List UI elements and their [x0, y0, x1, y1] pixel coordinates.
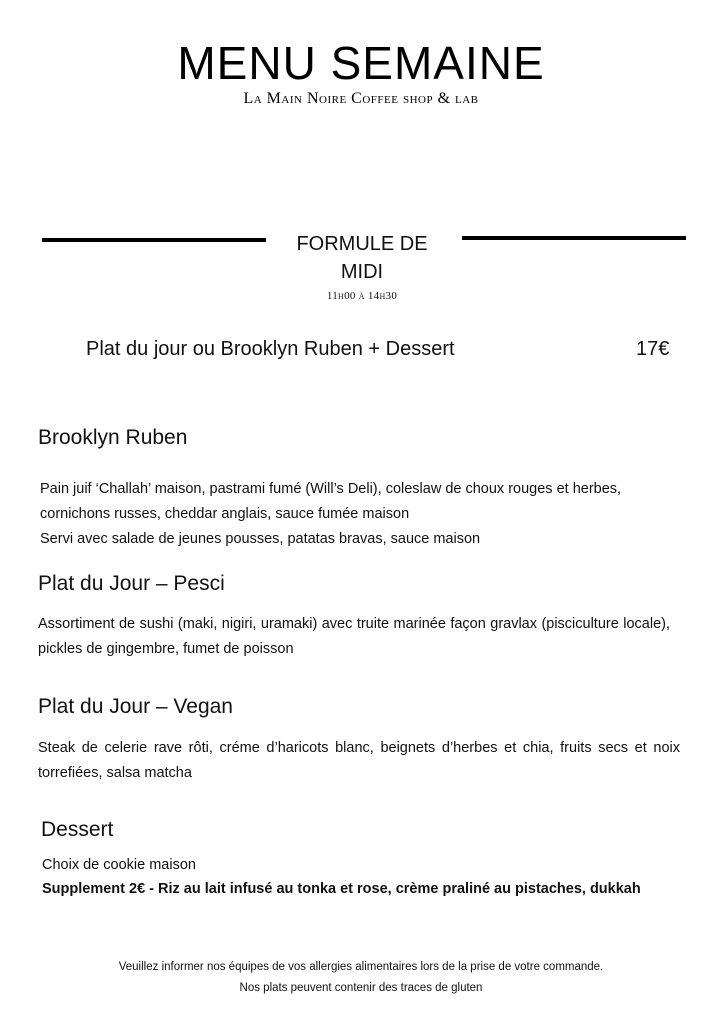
- right-divider: [462, 236, 686, 240]
- formule-title-line2: MIDI: [340, 261, 384, 283]
- formule-offer: Plat du jour ou Brooklyn Ruben + Dessert: [86, 338, 455, 360]
- gluten-notice: Nos plats peuvent contenir des traces de gluten: [239, 982, 483, 994]
- section-desc-pesci: Assortiment de sushi (maki, nigiri, uramaki) avec truite marinée façon gravlax (pisciculture locale), pickles de gingembre, fumet de poisson: [38, 616, 670, 657]
- brooklyn-line1: Pain juif ‘Challah’ maison, pastrami fumé (Will’s Deli), coleslaw de choux rouges et herbes,: [40, 481, 622, 497]
- formule-price: 17€: [636, 338, 670, 360]
- section-title-brooklyn: Brooklyn Ruben: [38, 426, 188, 449]
- dessert-supplement: Supplement 2€ - Riz au lait infusé au tonka et rose, crème praliné au pistaches, dukkah: [42, 881, 641, 897]
- menu-title: MENU SEMAINE: [177, 37, 545, 89]
- left-divider: [42, 238, 266, 242]
- allergy-notice-line1: Veuillez informer nos équipes de vos allergies alimentaires lors de la prise de votre commande.: [118, 961, 604, 973]
- section-desc-dessert: [42, 853, 642, 901]
- restaurant-name: La Main Noire Coffee shop & lab: [243, 90, 479, 107]
- section-desc-brooklyn: [40, 477, 680, 552]
- allergy-notice: [100, 957, 622, 999]
- brooklyn-line3: Servi avec salade de jeunes pousses, patatas bravas, sauce maison: [40, 531, 481, 547]
- section-title-vegan: Plat du Jour – Vegan: [38, 695, 233, 718]
- section-title-dessert: Dessert: [41, 818, 114, 841]
- section-desc-vegan: Steak de celerie rave rôti, créme d’haricots blanc, beignets d’herbes et chia, fruits secs et noix torrefiées, salsa matcha: [38, 740, 680, 781]
- formule-title: [262, 230, 462, 286]
- formule-hours: 11h00 à 14h30: [326, 290, 398, 302]
- dessert-line1: Choix de cookie maison: [42, 857, 196, 873]
- brooklyn-line2: cornichons russes, cheddar anglais, sauce fumée maison: [40, 506, 410, 522]
- formule-title-line1: FORMULE DE: [296, 233, 428, 255]
- section-title-pesci: Plat du Jour – Pesci: [38, 572, 225, 595]
